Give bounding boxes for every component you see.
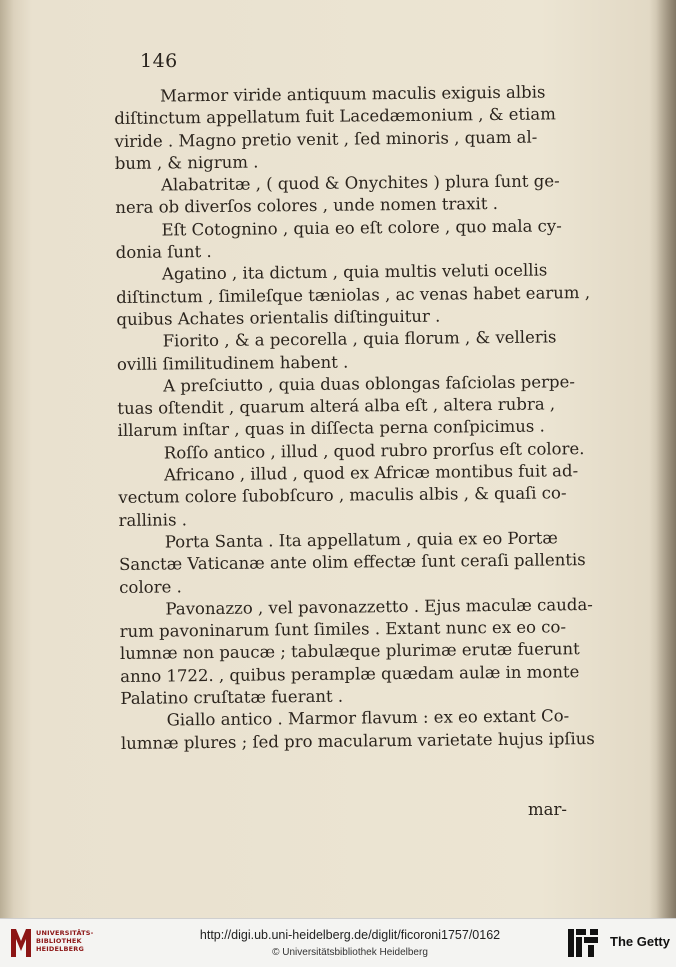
text-line: illarum inſtar , quas in diſſecta perna conſpicimus . — [117, 416, 545, 441]
text-line: Giallo antico . Marmor flavum : ex eo extant Co- — [166, 706, 570, 730]
text-line: tuas oſtendit , quarum alterá alba eſt , altera rubra , — [117, 394, 556, 419]
text-line: rallinis . — [118, 509, 188, 530]
getty-logo-icon — [566, 927, 600, 959]
heidelberg-library-logo[interactable] — [8, 927, 92, 961]
viewer-footer — [0, 918, 676, 967]
permalink-url[interactable]: http://digi.ub.uni-heidelberg.de/diglit/ficoroni1757/0162 — [199, 928, 501, 942]
catchword: mar- — [528, 800, 567, 819]
text-line: lumnæ plures ; ſed pro macularum varietate hujus ipſius — [120, 728, 595, 753]
getty-logo-text: The Getty — [610, 934, 670, 949]
text-line: A preſciutto , quia duas oblongas faſciolas perpe- — [163, 372, 575, 396]
text-line: bum , & nigrum . — [114, 152, 259, 173]
text-line: Porta Santa . Ita appellatum , quia ex eo Portæ — [164, 528, 558, 552]
body-text — [114, 81, 607, 755]
text-line: nera ob diverſos colores , unde nomen traxit . — [115, 194, 498, 218]
text-line: Alabatritæ , ( quod & Onychites ) plura ſunt ge- — [160, 171, 560, 195]
copyright-notice: © Universitätsbibliothek Heidelberg — [272, 947, 428, 958]
text-line: vectum colore ſubobſcuro , maculis albis , & quaſi co- — [118, 483, 567, 508]
text-line: colore . — [119, 576, 182, 597]
text-line: anno 1722. , quibus peramplæ quædam aulæ in monte — [120, 661, 580, 686]
page-gutter-shadow — [656, 0, 676, 918]
text-line: Palatino cruſtatæ fuerant . — [120, 686, 344, 708]
text-line: Africano , illud , quod ex Africæ montibus fuit ad- — [163, 461, 579, 485]
text-line: lumnæ non paucæ ; tabulæque plurimæ erutæ fuerunt — [119, 639, 580, 664]
text-line: Pavonazzo , vel pavonazzetto . Ejus maculæ cauda- — [165, 594, 593, 619]
library-logo-text: UNIVERSITÄTS- BIBLIOTHEK HEIDELBERG — [36, 929, 94, 953]
text-line: Eſt Cotognino , quia eo eſt colore , quo mala cy- — [161, 216, 562, 240]
text-line: viride . Magno pretio venit , ſed minoris , quam al- — [114, 127, 538, 151]
text-line: donia ſunt . — [115, 242, 212, 263]
text-line: Agatino , ita dictum , quia multis veluti ocellis — [161, 260, 548, 284]
text-line: diſtinctum , ſimileſque tæniolas , ac venas habet earum , — [116, 282, 591, 307]
text-line: Sanctæ Vaticanæ ante olim effectæ ſunt ceraſi pallentis — [118, 550, 586, 575]
text-line: Fiorito , & a pecorella , quia florum , & velleris — [162, 327, 557, 351]
text-line: quibus Achates orientalis diſtinguitur . — [116, 306, 441, 329]
getty-logo[interactable] — [566, 927, 670, 959]
text-line: diſtinctum appellatum fuit Lacedæmonium , & etiam — [114, 104, 556, 129]
text-line: ovilli ſimilitudinem habent . — [116, 352, 349, 374]
text-line: rum pavoninarum ſunt ſimiles . Extant nunc ex eo co- — [119, 617, 567, 642]
text-line: Roſſo antico , illud , quod rubro prorſus eſt colore. — [163, 438, 585, 463]
heidelberg-logo-icon — [8, 927, 34, 959]
page-number: 146 — [140, 50, 178, 72]
text-line: Marmor viride antiquum maculis exiguis albis — [160, 82, 546, 106]
